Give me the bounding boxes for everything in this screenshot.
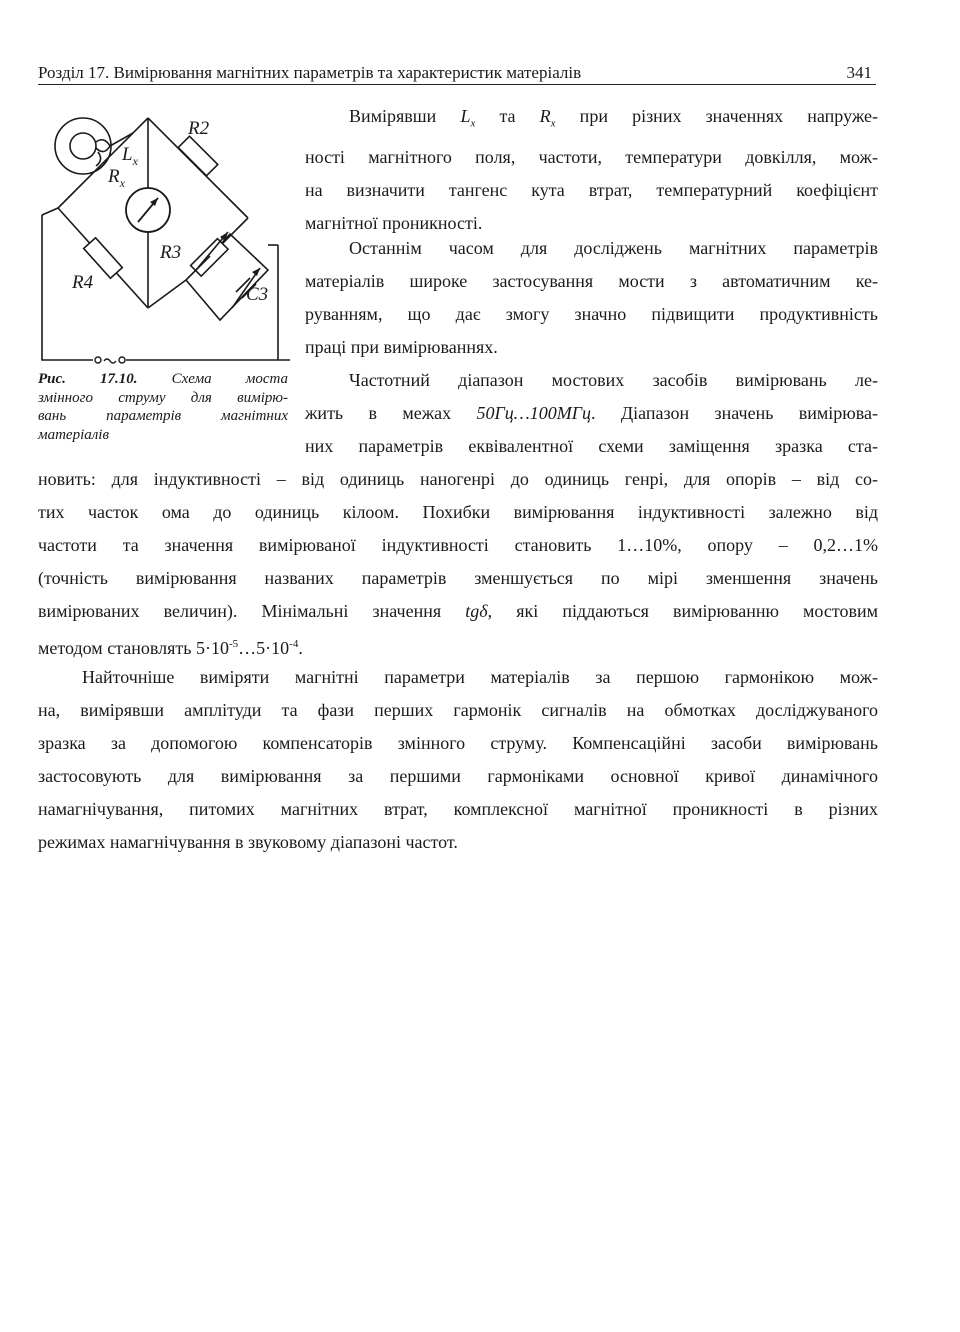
text-line: Останнім часом для досліджень магнітних параметрів [349, 238, 878, 258]
text-line: зразка за допомогою компенсаторів змінного струму. Компенсаційні засоби вимірювань [38, 733, 878, 753]
paragraph-3-wrap [305, 364, 878, 463]
text-line: застосовують для вимірювання за першими гармоніками основної кривої динамічного [38, 766, 878, 786]
text-line: методом становлять $5\cdot 10^{-5}\dots 5\cdot 10^{-4}$. [38, 638, 303, 658]
running-header [38, 62, 876, 85]
label-r3: R3 [160, 242, 182, 263]
text-line: (точність вимірювання названих параметрів зменшується по мірі зменшення значень [38, 568, 878, 588]
caption-line: Схема моста [171, 371, 289, 387]
caption-line: матеріалів [38, 426, 109, 443]
label-r4: R4 [72, 272, 94, 293]
text-line: новить: для індуктивності – від одиниць наногенрі до одиниць генрі, для опорів – від со- [38, 469, 878, 489]
caption-label: Рис. 17.10. [38, 371, 138, 387]
chapter-title: Розділ 17. Вимірювання магнітних параметрів та характеристик матеріалів [38, 63, 582, 82]
text-line: на, вимірявши амплітуди та фази перших гармонік сигналів на обмотках досліджуваного [38, 700, 878, 720]
sample-coil-outer [55, 118, 111, 174]
caption-line: змінного струму для вимірю- [38, 389, 288, 406]
figure-caption [38, 370, 288, 444]
text-line: праці при вимірюваннях. [305, 337, 498, 357]
r3-c3-branch [186, 234, 268, 320]
text-line: частоти та значення вимірюваної індуктивності становить 1…10%, опору – 0,2…1% [38, 535, 878, 555]
text-line: них параметрів еквівалентної схеми заміщення зразка ста- [305, 436, 878, 456]
sample-coil-inner [70, 133, 96, 159]
label-lx: $L_x$ [122, 144, 138, 168]
label-c3: C3 [246, 284, 269, 305]
text-line: руванням, що дає змогу значно підвищити продуктивність [305, 304, 878, 324]
label-r2: R2 [188, 118, 210, 139]
label-rx: $R_x$ [108, 166, 125, 190]
text-line: матеріалів широке застосування мости з автоматичним ке- [305, 271, 878, 291]
text-line: ності магнітного поля, частоти, температури довкілля, мож- [305, 146, 878, 167]
text-line: магнітної проникності. [305, 212, 483, 233]
text-line: тих часток ома до одиниць кілоом. Похибки вимірювання індуктивності залежно від [38, 502, 878, 522]
caption-line: вань параметрів магнітних [38, 408, 288, 424]
text-line: намагнічування, питомих магнітних втрат, комплексної магнітної проникності в різних [38, 799, 878, 819]
bridge-circuit-diagram [38, 110, 290, 372]
text-line: на визначити тангенс кута втрат, температурний коефіцієнт [305, 179, 878, 200]
text-line: Частотний діапазон мостових засобів вимірювань ле- [349, 370, 878, 390]
text-line: Найточніше виміряти магнітні параметри матеріалів за першою гармонікою мож- [82, 667, 878, 687]
resistor-r2 [178, 136, 218, 176]
text-line: Вимірявши $L_x$ та $R_x$ при різних значеннях напруже- [349, 106, 879, 130]
text-line: вимірюваних величин). Мінімальні значення tgδ, які піддаються вимірюванню мостовим [38, 601, 878, 621]
paragraph-1 [305, 100, 878, 240]
text-line: режимах намагнічування в звуковому діапазоні частот. [38, 832, 458, 852]
paragraph-4 [38, 661, 878, 859]
text-line: жить в межах 50Гц…100МГц. Діапазон значень вимірюва- [305, 403, 878, 423]
paragraph-3-full [38, 463, 878, 665]
paragraph-2 [305, 232, 878, 364]
page-number: 341 [846, 63, 872, 82]
